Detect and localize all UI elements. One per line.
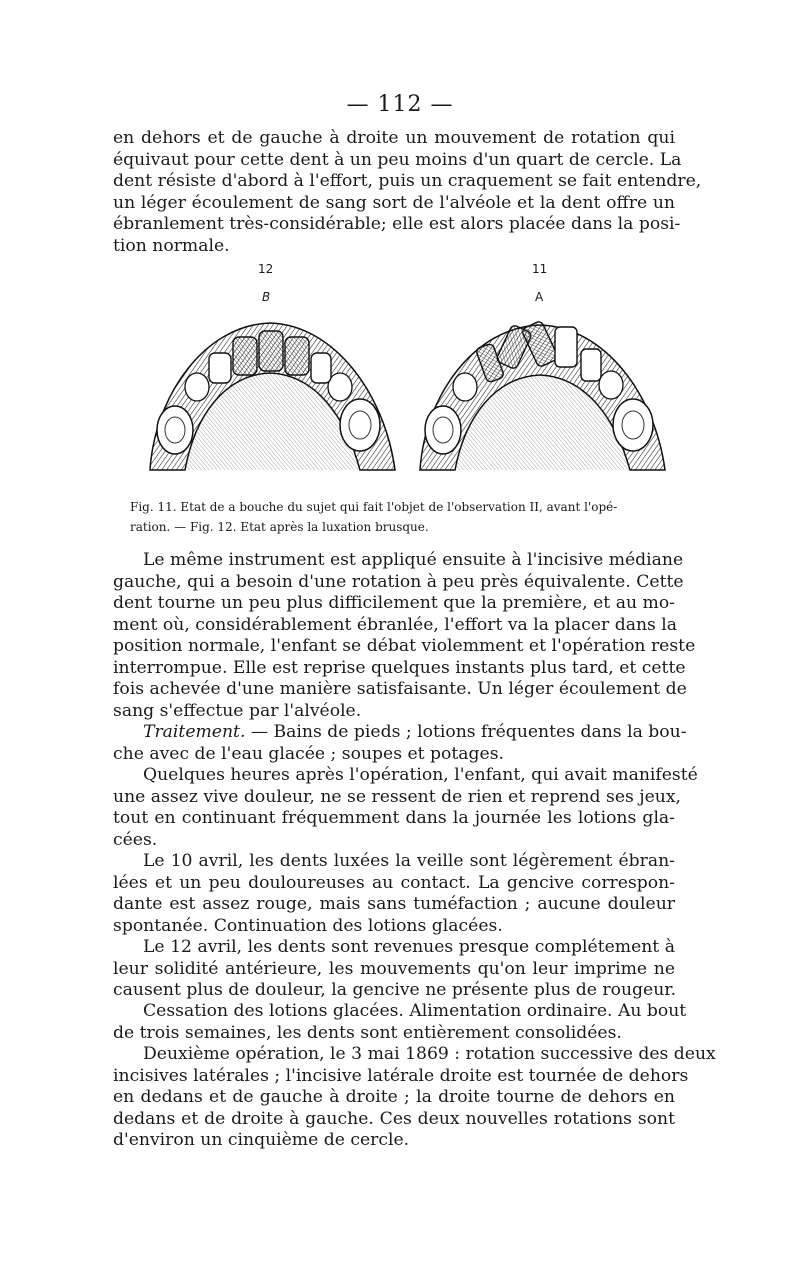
traitement-heading: Traitement. bbox=[143, 722, 246, 742]
paragraph-10-avril bbox=[113, 851, 675, 937]
text-line: Le 10 avril, les dents luxées la veille sont légèrement ébran- bbox=[143, 851, 675, 871]
paragraph-intro bbox=[113, 128, 702, 257]
paragraph-12-avril bbox=[113, 937, 675, 1002]
text-line: Cessation des lotions glacées. Alimentation ordinaire. Au bout bbox=[143, 1001, 687, 1021]
text-line: Deuxième opération, le 3 mai 1869 : rotation successive des deux bbox=[143, 1044, 716, 1064]
text-line: leur solidité antérieure, les mouvements qu'on leur imprime ne bbox=[113, 958, 675, 979]
text-line: en dehors et de gauche à droite un mouvement de rotation qui bbox=[113, 128, 675, 148]
text-line: Le 12 avril, les dents sont revenues presque complétement à bbox=[143, 937, 675, 957]
text-line: une assez vive douleur, ne se ressent de rien et reprend ses jeux, bbox=[113, 786, 682, 807]
text-line: tout en continuant fréquemment dans la journée les lotions gla- bbox=[113, 808, 675, 828]
dental-arch-illustration bbox=[145, 305, 670, 485]
text-line: ment où, considérablement ébranlée, l'effort va la placer dans la bbox=[113, 614, 678, 635]
figure-caption bbox=[130, 497, 675, 537]
text-line: en dedans et de gauche à droite ; la droite tourne de dehors en bbox=[113, 1087, 675, 1107]
text-line: dent tourne un peu plus difficilement que la première, et au mo- bbox=[113, 593, 675, 613]
paragraph-second-incisor bbox=[113, 550, 696, 722]
caption-line: ration. — Fig. 12. Etat après la luxation brusque. bbox=[130, 520, 429, 534]
text-line: tion normale. bbox=[113, 235, 230, 256]
figure-label-right-number: 11 bbox=[532, 262, 548, 276]
text-line: dent résiste d'abord à l'effort, puis un craquement se fait entendre, bbox=[113, 171, 702, 191]
paragraph-cessation bbox=[113, 1001, 687, 1044]
text-line: spontanée. Continuation des lotions glacées. bbox=[113, 915, 503, 936]
page-number: — 112 — bbox=[346, 92, 454, 117]
paragraph-deuxieme-operation bbox=[113, 1044, 716, 1152]
text-line: équivaut pour cette dent à un peu moins d'un quart de cercle. La bbox=[113, 149, 682, 170]
text-line: de trois semaines, les dents sont entièrement consolidées. bbox=[113, 1022, 622, 1043]
text-line: Le même instrument est appliqué ensuite à l'incisive médiane bbox=[143, 550, 684, 570]
text-line: position normale, l'enfant se débat violemment et l'opération reste bbox=[113, 636, 696, 656]
traitement-text: — Bains de pieds ; lotions fréquentes dans la bou- bbox=[245, 722, 687, 742]
text-line: lées et un peu douloureuses au contact. La gencive correspon- bbox=[113, 872, 675, 893]
left-arch bbox=[150, 323, 395, 470]
figure-label-right-letter: A bbox=[535, 290, 544, 304]
text-line: Quelques heures après l'opération, l'enfant, qui avait manifesté bbox=[143, 765, 698, 785]
paragraph-quelques-heures bbox=[113, 765, 698, 851]
text-line: fois achevée d'une manière satisfaisante. Un léger écoulement de bbox=[113, 679, 687, 699]
figure-label-left-number: 12 bbox=[258, 262, 274, 276]
text-line: sang s'effectue par l'alvéole. bbox=[113, 700, 362, 721]
text-line: dante est assez rouge, mais sans tuméfaction ; aucune douleur bbox=[113, 894, 675, 914]
right-arch bbox=[420, 320, 665, 470]
text-line: gauche, qui a besoin d'une rotation à peu près équivalente. Cette bbox=[113, 571, 684, 592]
text-line: d'environ un cinquième de cercle. bbox=[113, 1130, 410, 1150]
text-line: interrompue. Elle est reprise quelques instants plus tard, et cette bbox=[113, 657, 686, 678]
text-line: cées. bbox=[113, 829, 158, 850]
caption-line: Fig. 11. Etat de a bouche du sujet qui fait l'objet de l'observation II, avant l'opé- bbox=[130, 500, 618, 514]
text-line: dedans et de droite à gauche. Ces deux nouvelles rotations sont bbox=[113, 1108, 675, 1129]
text-line: un léger écoulement de sang sort de l'alvéole et la dent offre un bbox=[113, 192, 675, 213]
text-line: ébranlement très-considérable; elle est alors placée dans la posi- bbox=[113, 214, 681, 234]
text-line bbox=[113, 722, 687, 744]
figure-label-left-letter: B bbox=[262, 290, 271, 304]
paragraph-traitement bbox=[113, 722, 687, 765]
text-line: causent plus de douleur, la gencive ne présente plus de rougeur. bbox=[113, 980, 677, 1000]
text-line: che avec de l'eau glacée ; soupes et potages. bbox=[113, 743, 504, 764]
text-line: incisives latérales ; l'incisive latérale droite est tournée de dehors bbox=[113, 1065, 689, 1086]
